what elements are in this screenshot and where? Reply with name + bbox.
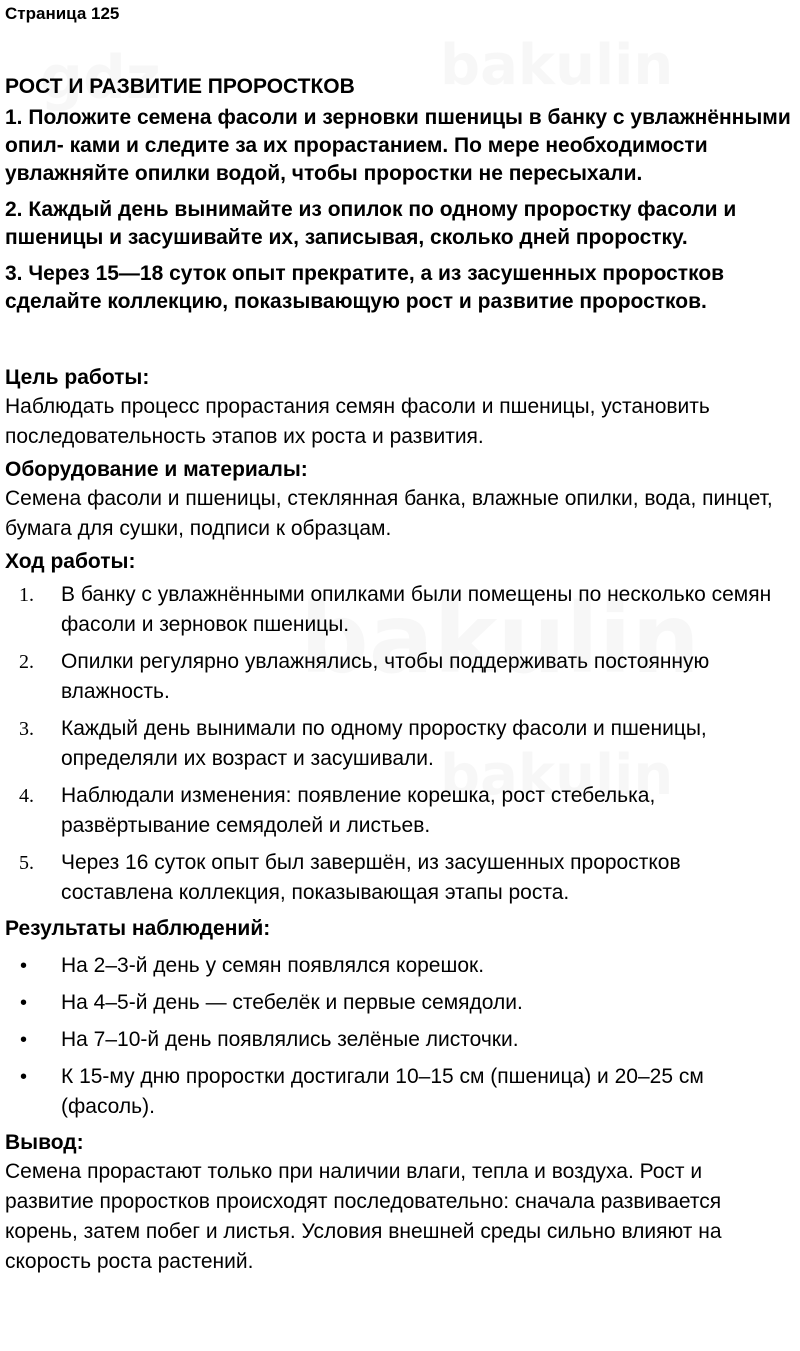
procedure-step-3 (5, 714, 796, 774)
results-heading: Результаты наблюдений: (5, 917, 271, 940)
task-item-2: 2. Каждый день вынимайте из опилок по одному проростку фасоли и пшеницы и засушивайте их, записывая, сколько дней проростку. (5, 198, 737, 249)
result-text: На 2–3-й день у семян появлялся корешок. (61, 954, 485, 977)
step-number: 2. (19, 651, 34, 673)
task-item-1: 1. Положите семена фасоли и зерновки пшеницы в банку с увлажнёнными опил- ками и следите за их прорастанием. По мере необходимости увлажняйте опилки водой, чтобы проростки не пересыхали. (5, 106, 791, 185)
result-item-1 (5, 951, 796, 981)
goal-heading: Цель работы: (5, 366, 150, 389)
task-item-3: 3. Через 15—18 суток опыт прекратите, а из засушенных проростков сделайте коллекцию, показывающую рост и развитие проростков. (5, 262, 725, 313)
step-text: Каждый день вынимали по одному проростку фасоли и пшеницы, определяли их возраст и засушивали. (61, 717, 707, 770)
step-number: 4. (19, 785, 34, 807)
step-number: 5. (19, 852, 34, 874)
step-text: Наблюдали изменения: появление корешка, рост стебелька, развёртывание семядолей и листьев. (61, 784, 656, 837)
conclusion-heading: Вывод: (5, 1131, 84, 1154)
procedure-step-5 (5, 848, 796, 908)
goal-text: Наблюдать процесс прорастания семян фасоли и пшеницы, установить последовательность этапов их роста и развития. (5, 395, 710, 448)
procedure-heading: Ход работы: (5, 550, 136, 573)
result-text: К 15-му дню проростки достигали 10–15 см (пшеница) и 20–25 см (фасоль). (61, 1065, 704, 1118)
results-list (5, 951, 796, 1122)
procedure-list (5, 580, 796, 908)
result-item-4 (5, 1062, 796, 1122)
document-page (0, 3, 800, 1351)
step-number: 3. (19, 718, 34, 740)
equipment-text: Семена фасоли и пшеницы, стеклянная банка, влажные опилки, вода, пинцет, бумага для сушки, подписи к образцам. (5, 487, 773, 540)
result-item-3 (5, 1025, 796, 1055)
procedure-step-2 (5, 647, 796, 707)
step-text: В банку с увлажнёнными опилками были помещены по несколько семян фасоли и зерновок пшеницы. (61, 583, 772, 636)
page-number-label: Страница 125 (5, 4, 120, 23)
bullet-icon: • (20, 992, 28, 1014)
step-text: Опилки регулярно увлажнялись, чтобы поддерживать постоянную влажность. (61, 650, 710, 703)
document-title: РОСТ И РАЗВИТИЕ ПРОРОСТКОВ (5, 75, 355, 98)
equipment-heading: Оборудование и материалы: (5, 458, 308, 481)
step-number: 1. (19, 584, 34, 606)
bullet-icon: • (20, 955, 28, 977)
procedure-step-4 (5, 781, 796, 841)
bullet-icon: • (20, 1066, 28, 1088)
step-text: Через 16 суток опыт был завершён, из засушенных проростков составлена коллекция, показывающая этапы роста. (61, 851, 681, 904)
result-text: На 4–5-й день — стебелёк и первые семядоли. (61, 991, 523, 1014)
bullet-icon: • (20, 1029, 28, 1051)
result-text: На 7–10-й день появлялись зелёные листочки. (61, 1028, 519, 1051)
conclusion-text: Семена прорастают только при наличии влаги, тепла и воздуха. Рост и развитие проростков происходят последовательно: сначала развивается корень, затем побег и листья. Условия внешней среды сильно влияют на скорость роста растений. (5, 1160, 722, 1273)
procedure-step-1 (5, 580, 796, 640)
result-item-2 (5, 988, 796, 1018)
